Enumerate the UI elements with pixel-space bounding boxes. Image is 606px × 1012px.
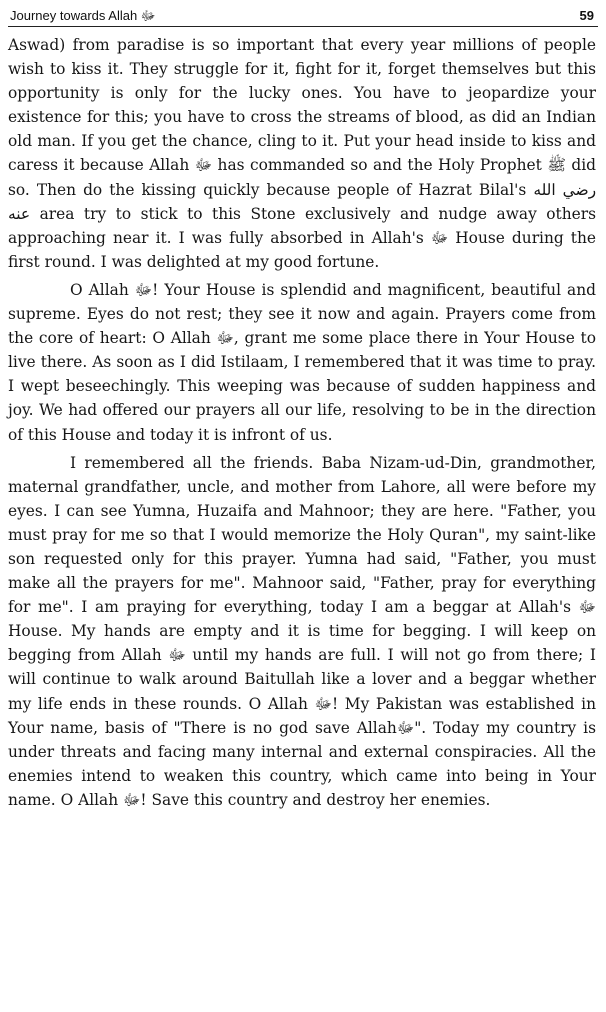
body-text	[8, 33, 596, 812]
paragraph-1: Aswad) from paradise is so important that every year millions of people wish to kiss it. They struggle for it, fight for it, forget themselves but this opportunity is only for the lucky ones. You have to jeopardize your existence for this; you have to cross the streams of blood, as did an Indian old man. If you get the chance, cling to it. Put your head inside to kiss and caress it because Allah ﷻ has commanded so and the Holy Prophet ﷺ did so. Then do the kissing quickly because people of Hazrat Bilal's رضي الله عنه area try to stick to this Stone exclusively and nudge away others approaching near it. I was fully absorbed in Allah's ﷻ House during the first round. I was delighted at my good fortune.	[8, 36, 596, 271]
page-header	[8, 6, 598, 27]
paragraph-2: O Allah ﷻ! Your House is splendid and magnificent, beautiful and supreme. Eyes do not rest; they see it now and again. Prayers come from the core of heart: O Allah ﷻ, grant me some place there in Your House to live there. As soon as I did Istilaam, I remembered that it was time to pray. I wept beseechingly. This weeping was because of sudden happiness and joy. We had offered our prayers all our life, resolving to be in the direction of this House and today it is infront of us.	[8, 280, 596, 444]
paragraph-3: I remembered all the friends. Baba Nizam-ud-Din, grandmother, maternal grandfather, uncle, and mother from Lahore, all were before my eyes. I can see Yumna, Huzaifa and Mahnoor; they are here. "Father, you must pray for me so that I would memorize the Holy Quran", my saint-like son requested only for this prayer. Yumna had said, "Father, you must make all the prayers for me". Mahnoor said, "Father, pray for everything for me". I am praying for everything, today I am a beggar at Allah's ﷻ House. My hands are empty and it is time for begging. I will keep on begging from Allah ﷻ until my hands are full. I will not go from there; I will continue to walk around Baitullah like a lover and a beggar whether my life ends in these rounds. O Allah ﷻ! My Pakistan was established in Your name, basis of "There is no god save Allahﷻ". Today my country is under threats and facing many internal and external conspiracies. All the enemies intend to weaken this country, which came into being in Your name. O Allah ﷻ! Save this country and destroy her enemies.	[8, 453, 596, 809]
running-head: Journey towards Allah ﷻ	[10, 8, 156, 23]
page-number: 59	[579, 8, 594, 23]
